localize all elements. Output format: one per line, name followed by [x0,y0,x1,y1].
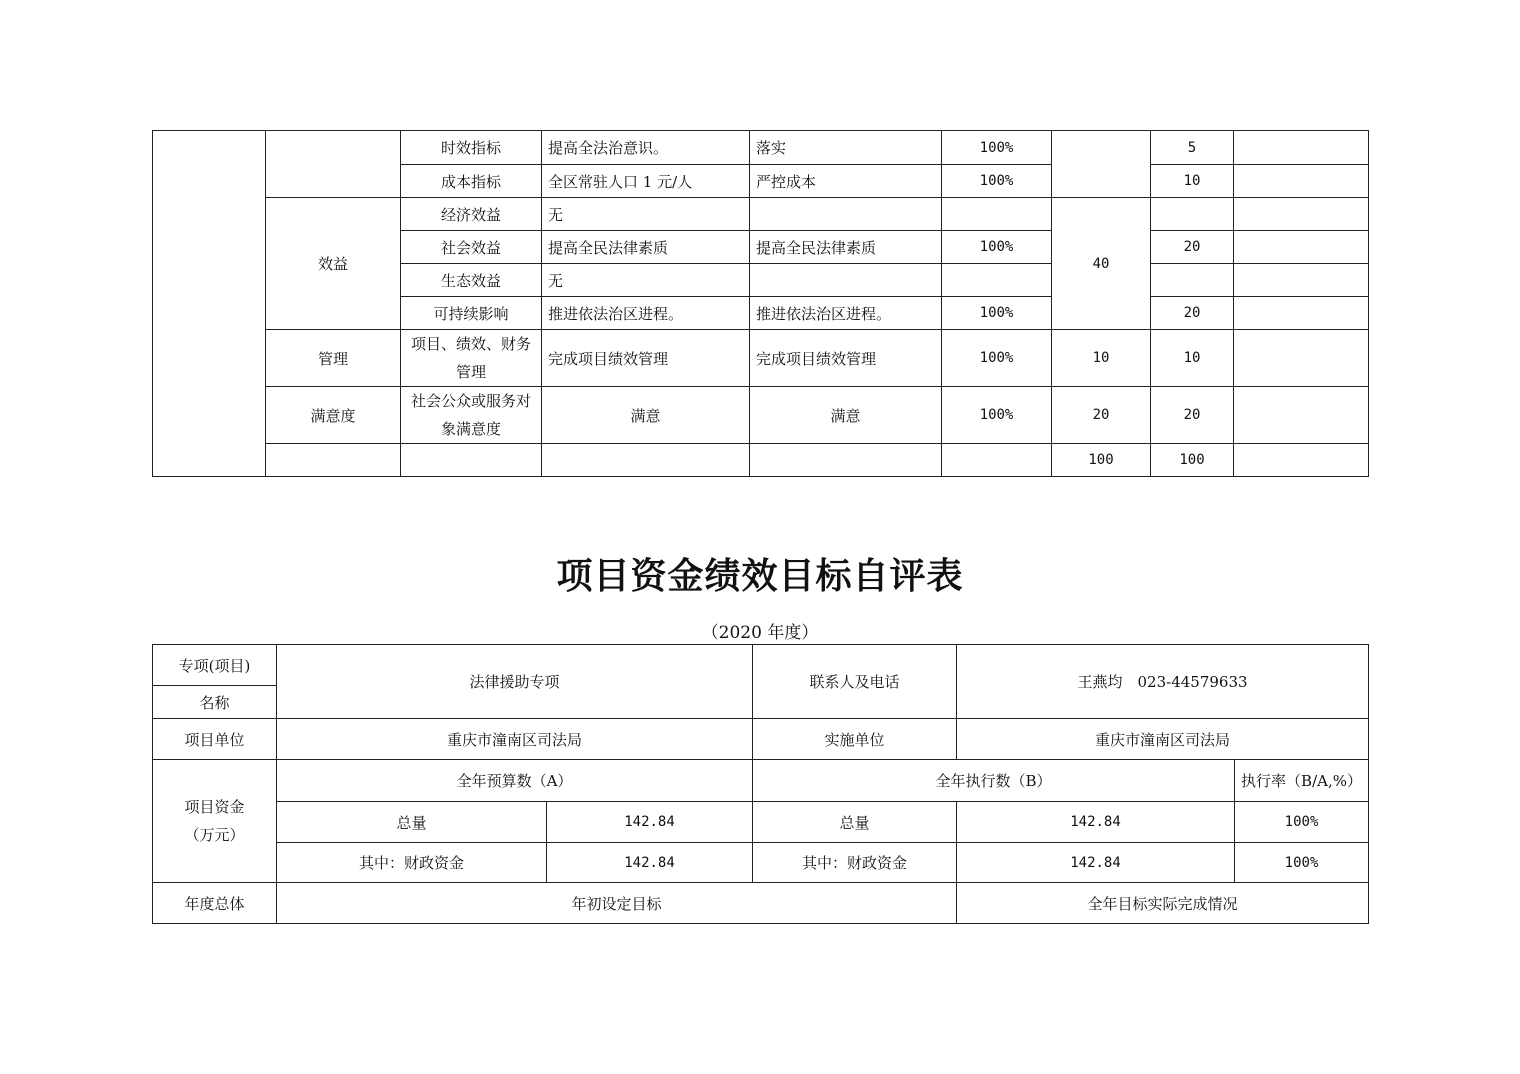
score-cell [1151,198,1234,231]
indicator-cell: 生态效益 [401,264,542,297]
score-cell: 20 [1151,297,1234,330]
project-name-cell: 法律援助专项 [277,645,753,719]
rate-cell: 100% [942,131,1052,165]
level1-cell [153,131,266,477]
empty-cell [750,444,942,477]
fiscal-rate-cell: 100% [1235,843,1369,883]
indicator-cell: 社会效益 [401,231,542,264]
impl-label-cell: 实施单位 [753,719,957,760]
content-cell: 满意 [542,387,750,444]
actual-completion-cell: 全年目标实际完成情况 [957,883,1369,924]
target-cell: 落实 [750,131,942,165]
table-row [153,883,1369,924]
category-cell [266,131,401,198]
note-cell [1234,387,1369,444]
target-cell: 满意 [750,387,942,444]
empty-cell [542,444,750,477]
empty-cell [401,444,542,477]
content-cell: 推进依法治区进程。 [542,297,750,330]
rate-cell: 100% [942,231,1052,264]
total-label-cell: 总量 [277,802,547,843]
rate-cell: 100% [942,165,1052,198]
impl-value-cell: 重庆市潼南区司法局 [957,719,1369,760]
note-cell [1234,198,1369,231]
fiscal-budget-cell: 142.84 [547,843,753,883]
empty-cell [942,444,1052,477]
total-exec-cell: 142.84 [957,802,1235,843]
weight-cell: 10 [1052,330,1151,387]
total-score-cell: 100 [1151,444,1234,477]
total-exec-label-cell: 总量 [753,802,957,843]
table-row [153,131,1369,165]
score-cell [1151,264,1234,297]
funds-unit-line: （万元） [184,826,245,844]
unit-label-cell: 项目单位 [153,719,277,760]
score-cell: 5 [1151,131,1234,165]
document-year: （2020 年度） [701,623,819,643]
initial-goal-cell: 年初设定目标 [277,883,957,924]
table-row [153,843,1369,883]
note-cell [1234,131,1369,165]
content-cell: 提高全民法律素质 [542,231,750,264]
indicator-cell: 社会公众或服务对象满意度 [401,387,542,444]
target-cell: 完成项目绩效管理 [750,330,942,387]
score-cell: 10 [1151,330,1234,387]
funds-label-cell [153,760,277,883]
indicator-cell: 可持续影响 [401,297,542,330]
total-weight-cell: 100 [1052,444,1151,477]
indicator-cell: 时效指标 [401,131,542,165]
note-cell [1234,330,1369,387]
content-cell: 完成项目绩效管理 [542,330,750,387]
funds-label-line: 项目资金 [184,798,245,816]
rate-cell: 100% [942,330,1052,387]
content-cell: 无 [542,198,750,231]
indicator-cell: 项目、绩效、财务管理 [401,330,542,387]
table-row [153,330,1369,387]
rate-cell [942,264,1052,297]
table-row [153,387,1369,444]
score-cell: 10 [1151,165,1234,198]
weight-cell: 40 [1052,198,1151,330]
annual-label-cell: 年度总体 [153,883,277,924]
indicator-cell: 经济效益 [401,198,542,231]
fund-self-evaluation-table [152,644,1369,924]
content-cell: 无 [542,264,750,297]
empty-cell [266,444,401,477]
score-cell: 20 [1151,231,1234,264]
total-row [153,444,1369,477]
unit-value-cell: 重庆市潼南区司法局 [277,719,753,760]
total-rate-cell: 100% [1235,802,1369,843]
score-cell: 20 [1151,387,1234,444]
performance-indicators-table [152,130,1369,477]
note-cell [1234,264,1369,297]
fiscal-exec-cell: 142.84 [957,843,1235,883]
note-cell [1234,165,1369,198]
rate-cell: 100% [942,297,1052,330]
table-row [153,645,1369,686]
rate-header-cell: 执行率（B/A,%） [1235,760,1369,802]
target-cell [750,264,942,297]
total-budget-cell: 142.84 [547,802,753,843]
table-row [153,719,1369,760]
exec-header-cell: 全年执行数（B） [753,760,1235,802]
target-cell: 提高全民法律素质 [750,231,942,264]
note-cell [1234,231,1369,264]
category-cell: 效益 [266,198,401,330]
project-label-cell: 专项(项目) [153,645,277,686]
contact-label-cell: 联系人及电话 [753,645,957,719]
note-cell [1234,444,1369,477]
table-row [153,198,1369,231]
note-cell [1234,297,1369,330]
category-cell: 满意度 [266,387,401,444]
target-cell [750,198,942,231]
content-cell: 全区常驻人口 1 元/人 [542,165,750,198]
weight-cell: 20 [1052,387,1151,444]
document-title: 项目资金绩效目标自评表 [556,556,964,597]
indicator-cell: 成本指标 [401,165,542,198]
contact-value-cell: 王燕均 023-44579633 [957,645,1369,719]
table-row [153,760,1369,802]
weight-cell [1052,131,1151,198]
category-cell: 管理 [266,330,401,387]
fiscal-exec-label-cell: 其中：财政资金 [753,843,957,883]
rate-cell: 100% [942,387,1052,444]
project-label-cell: 名称 [153,686,277,719]
fiscal-label-cell: 其中：财政资金 [277,843,547,883]
budget-header-cell: 全年预算数（A） [277,760,753,802]
rate-cell [942,198,1052,231]
target-cell: 严控成本 [750,165,942,198]
target-cell: 推进依法治区进程。 [750,297,942,330]
content-cell: 提高全法治意识。 [542,131,750,165]
table-row [153,802,1369,843]
